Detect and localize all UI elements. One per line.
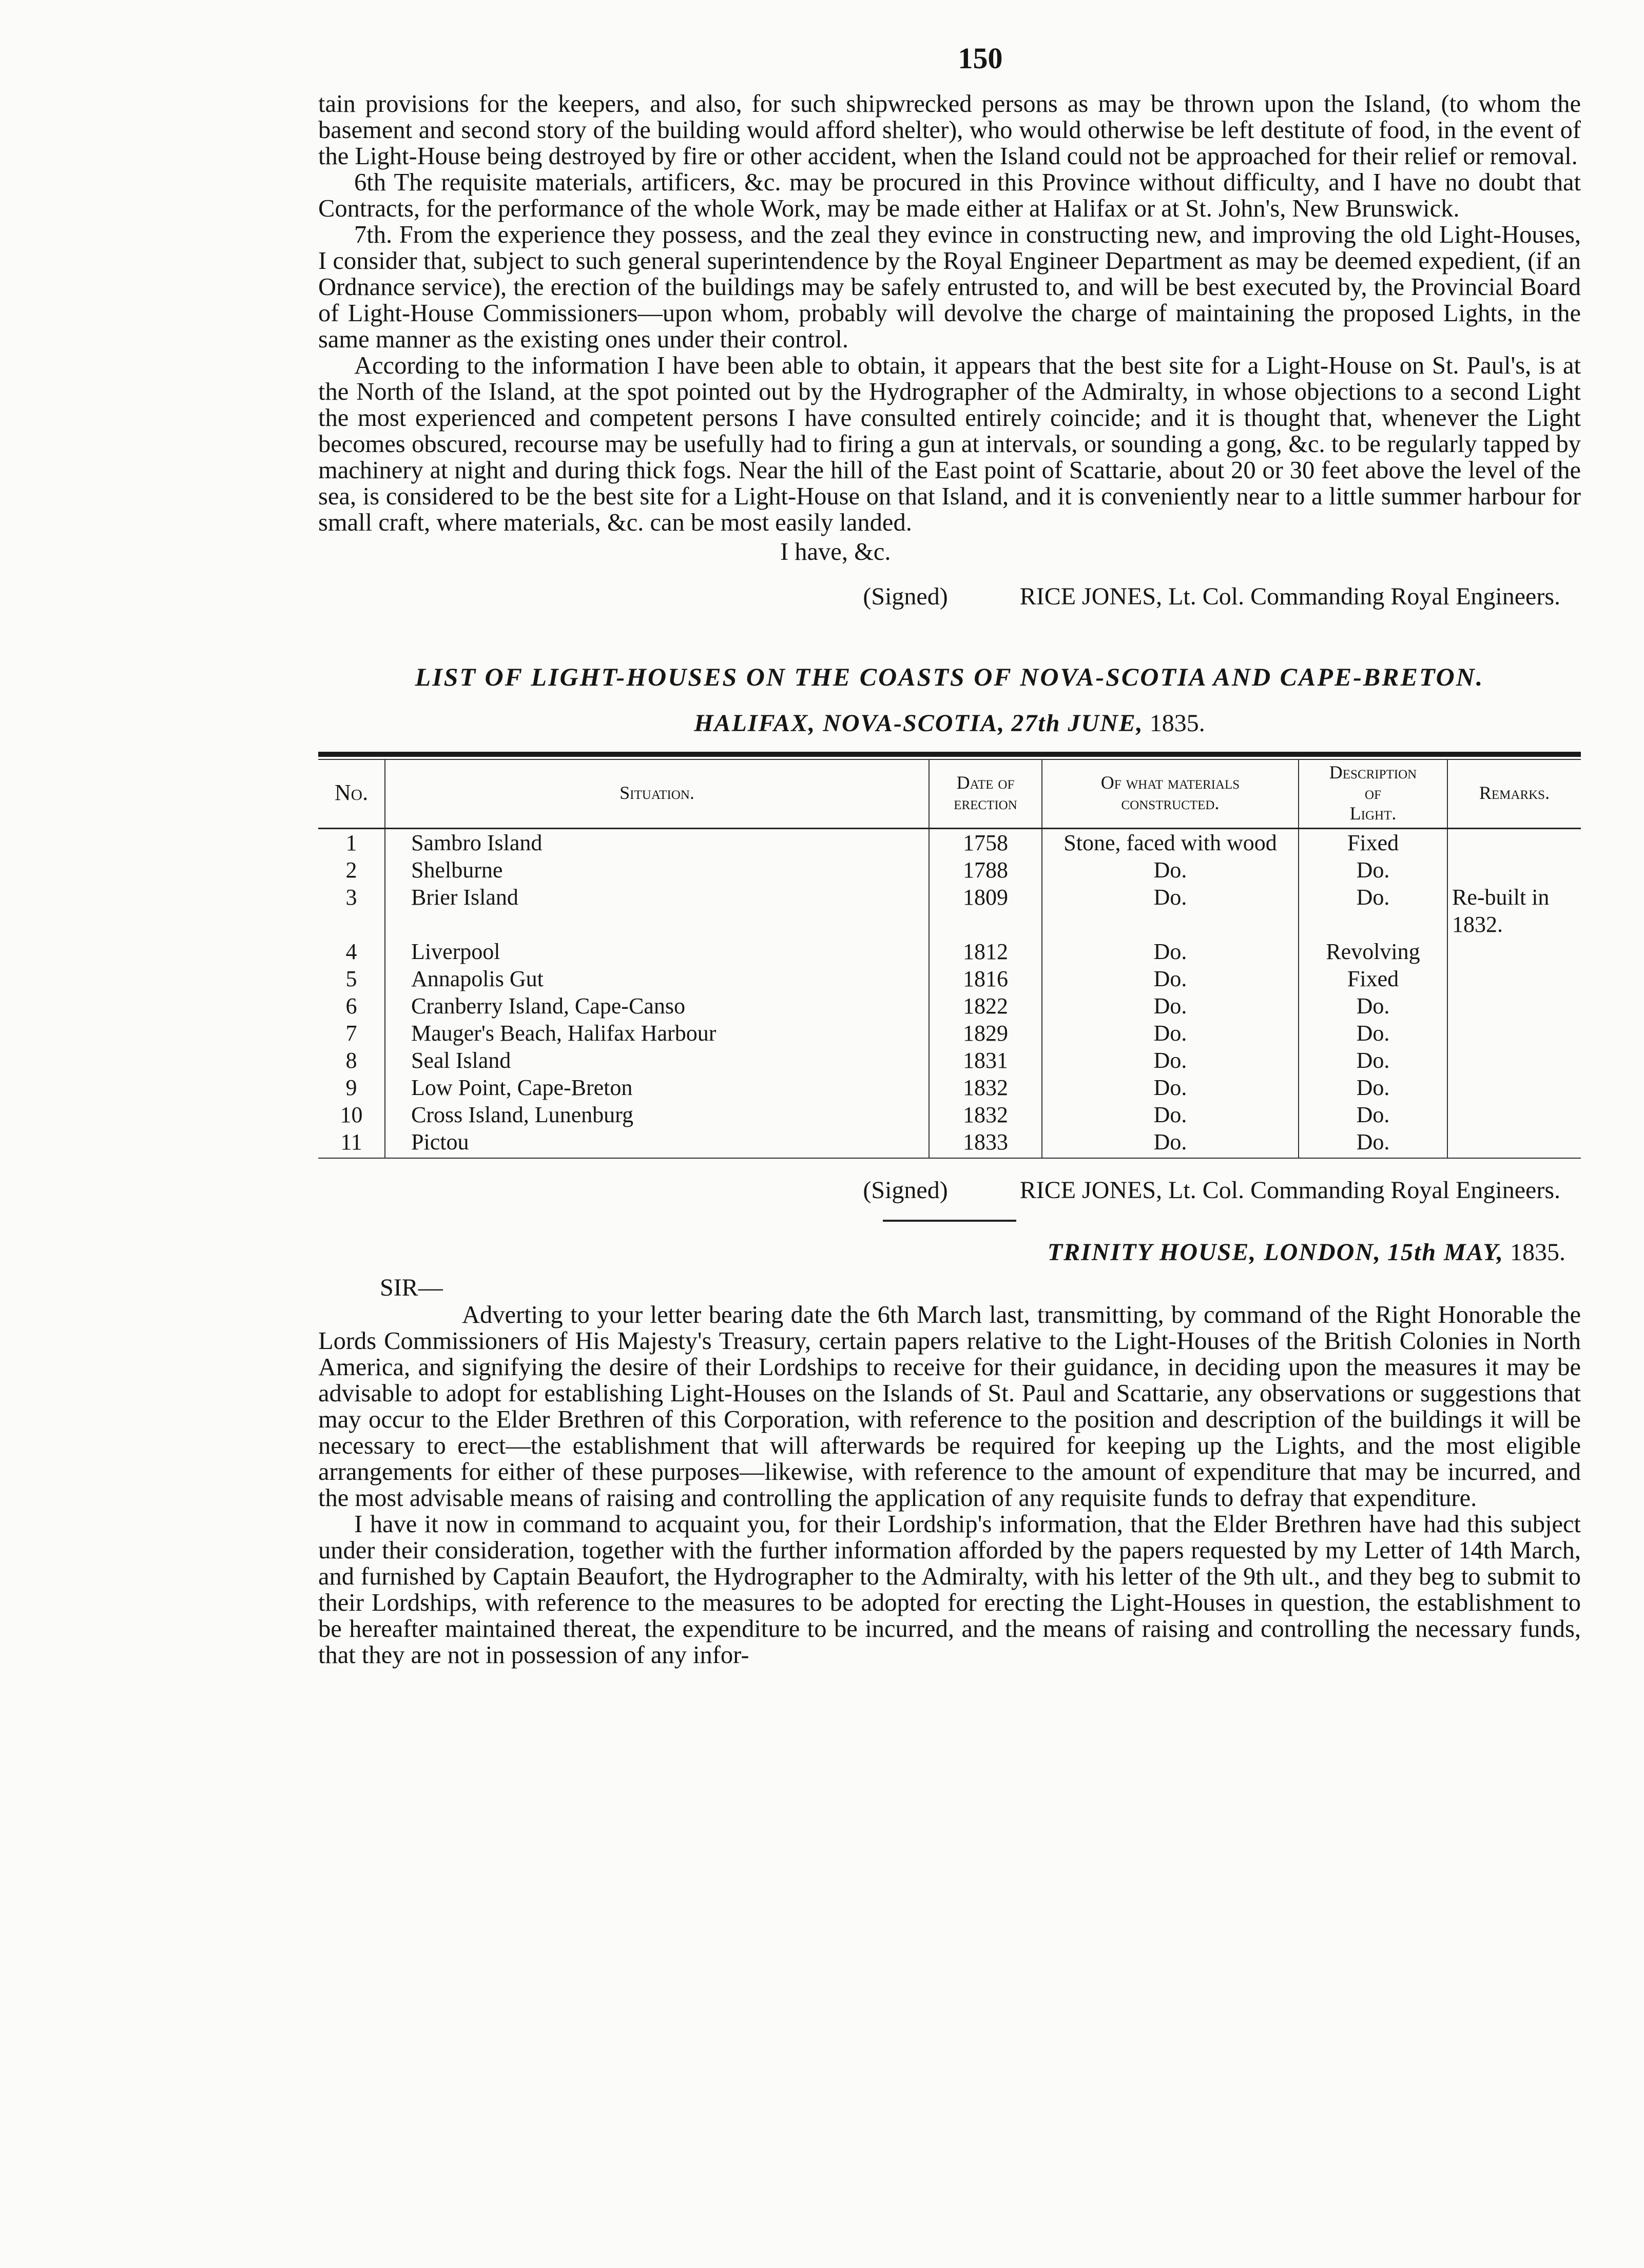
signatory: RICE JONES, Lt. Col. Commanding Royal Engineers. [1019, 583, 1560, 610]
header-materials: Of what materials constructed. [1042, 760, 1299, 829]
table-row: 8 Seal Island 1831 Do. Do. [318, 1047, 1581, 1074]
lighthouse-table-frame [318, 752, 1581, 1159]
lighthouse-table [318, 760, 1581, 1159]
paragraph: 7th. From the experience they possess, and the zeal they evince in constructing new, and improving the old Light-Houses, I consider that, subject to such general superintendence by the Royal Engineer Department as may be deemed expedient, (if an Ordnance service), the erection of the buildings may be safely entrusted to, and will be best executed by, the Provincial Board of Light-House Commissioners—upon whom, probably will devolve the charge of maintaining the proposed Lights, in the same manner as the existing ones under their control. [318, 221, 1581, 353]
list-year: 1835. [1149, 710, 1205, 737]
table-row: 7 Mauger's Beach, Halifax Harbour 1829 Do. Do. [318, 1020, 1581, 1047]
table-row: 11 Pictou 1833 Do. Do. [318, 1128, 1581, 1158]
signatory: RICE JONES, Lt. Col. Commanding Royal Engineers. [1019, 1177, 1560, 1204]
signed-label: (Signed) [863, 1177, 948, 1204]
signature-block-2 [318, 1176, 1581, 1204]
closing-line: I have, &c. [780, 538, 891, 565]
letter-place: TRINITY HOUSE, LONDON, [1047, 1239, 1381, 1266]
header-date: Date of erection [929, 760, 1042, 829]
table-row: 4 Liverpool 1812 Do. Revolving [318, 938, 1581, 965]
list-date: 27th JUNE, [1011, 710, 1144, 737]
letter-dateline [318, 1238, 1581, 1266]
list-title: LIST OF LIGHT-HOUSES ON THE COASTS OF NOVA-SCOTIA AND CAPE-BRETON. [415, 662, 1484, 691]
document-page [318, 31, 1581, 1668]
paragraph: I have it now in command to acquaint you, for their Lordship's information, that the Elder Brethren have had this subject under their consideration, together with the further information afforded by the papers requested by my Letter of 14th March, and furnished by Captain Beaufort, the Hydrographer to the Admiralty, with his letter of the 9th ult., and they beg to submit to their Lordships, with reference to the measures to be adopted for erecting the Light-Houses in question, the establishment to be hereafter maintained thereat, the expenditure to be incurred, and the means of raising and controlling the necessary funds, that they are not in possession of any infor- [318, 1511, 1581, 1669]
table-row: 5 Annapolis Gut 1816 Do. Fixed [318, 965, 1581, 992]
trinity-house-letter [318, 1302, 1581, 1668]
table-row: 10 Cross Island, Lunenburg 1832 Do. Do. [318, 1101, 1581, 1128]
letter-year: 1835. [1510, 1239, 1565, 1266]
salutation: SIR— [380, 1274, 443, 1301]
header-situation: Situation. [385, 760, 929, 829]
header-no: No. [318, 760, 385, 829]
header-description: Description of Light. [1299, 760, 1447, 829]
table-row: 3 Brier Island 1809 Do. Do. Re-built in 1832. [318, 884, 1581, 938]
table-row: 1 Sambro Island 1758 Stone, faced with wood Fixed [318, 829, 1581, 857]
list-place: HALIFAX, NOVA-SCOTIA, [694, 710, 1005, 737]
paragraph: 6th The requisite materials, artificers, &c. may be procured in this Province without difficulty, and I have no doubt that Contracts, for the performance of the whole Work, may be made either at Halifax or at St. John's, New Brunswick. [318, 169, 1581, 222]
paragraph: Adverting to your letter bearing date the 6th March last, transmitting, by command of the Right Honorable the Lords Commissioners of His Majesty's Treasury, certain papers relative to the Light-Houses of the British Colonies in North America, and signifying the desire of their Lordships to receive for their guidance, in deciding upon the measures it may be advisable to adopt for establishing Light-Houses on the Islands of St. Paul and Scattarie, any observations or suggestions that may occur to the Elder Brethren of this Corporation, with reference to the position and description of the buildings it will be necessary to erect—the establishment that will afterwards be required for keeping up the Lights, and the most eligible arrangements for either of these purposes—likewise, with reference to the amount of expenditure that may be incurred, and the most advisable means of raising and controlling the application of any requisite funds to defray that expenditure. [318, 1301, 1581, 1512]
page-number: 150 [958, 42, 1003, 75]
table-header-row [318, 760, 1581, 829]
table-row: 2 Shelburne 1788 Do. Do. [318, 856, 1581, 884]
table-row: 9 Low Point, Cape-Breton 1832 Do. Do. [318, 1074, 1581, 1101]
header-remarks: Remarks. [1447, 760, 1581, 829]
paragraph: According to the information I have been able to obtain, it appears that the best site for a Light-House on St. Paul's, is at the North of the Island, at the spot pointed out by the Hydrographer of the Admiralty, in whose objections to a second Light the most experienced and competent persons I have consulted entirely coincide; and it is thought that, whenever the Light becomes obscured, recourse may be usefully had to firing a gun at intervals, or sounding a gong, &c. to be regularly tapped by machinery at night and during thick fogs. Near the hill of the East point of Scattarie, about 20 or 30 feet above the level of the sea, is considered to be the best site for a Light-House on that Island, and it is conveniently near to a little summer harbour for small craft, where materials, &c. can be most easily landed. [318, 352, 1581, 536]
signature-block [318, 582, 1581, 611]
signed-label: (Signed) [863, 583, 948, 610]
report-continuation [318, 91, 1581, 611]
paragraph: tain provisions for the keepers, and also, for such shipwrecked persons as may be thrown upon the Island, (to whom the basement and second story of the building would afford shelter), who would otherwise be left destitute of food, in the event of the Light-House being destroyed by fire or other accident, when the Island could not be approached for their relief or removal. [318, 90, 1581, 170]
table-row: 6 Cranberry Island, Cape-Canso 1822 Do. Do. [318, 992, 1581, 1020]
letter-date: 15th MAY, [1387, 1239, 1504, 1266]
section-divider [883, 1220, 1016, 1222]
list-dateline [318, 709, 1581, 737]
